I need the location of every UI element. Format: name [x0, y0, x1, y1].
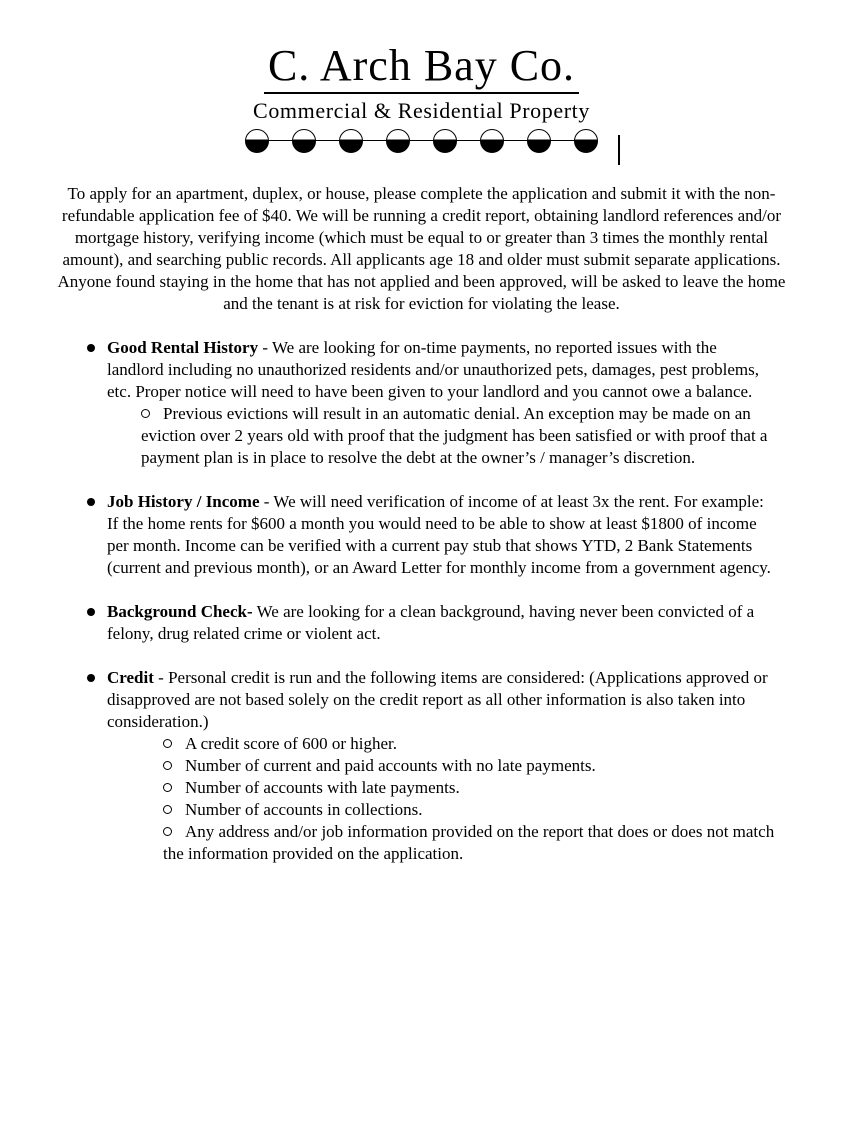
document-page	[0, 41, 843, 1124]
half-filled-bead-icon	[574, 129, 598, 153]
sub-requirements-list	[141, 403, 775, 469]
hollow-bullet-icon	[163, 739, 172, 748]
company-tagline: Commercial & Residential Property	[253, 98, 590, 123]
half-filled-bead-icon	[339, 129, 363, 153]
hollow-bullet-icon	[163, 805, 172, 814]
sub-requirement-text: Number of current and paid accounts with no late payments.	[185, 756, 596, 775]
requirement-text	[107, 337, 775, 469]
requirement-description: Personal credit is run and the following items are considered: (Applications approved or disapproved are not based solely on the credit report as all other information is also taken into consideration.)	[107, 668, 768, 731]
hollow-bullet-icon	[163, 827, 172, 836]
sub-requirement-item	[163, 799, 775, 821]
sub-requirement-text: Number of accounts with late payments.	[185, 778, 460, 797]
sub-requirements-list	[163, 733, 775, 865]
requirement-text	[107, 491, 775, 579]
logo-beads-row	[245, 129, 598, 153]
requirement-description: We are looking for on-time payments, no reported issues with the landlord including no unauthorized residents and/or unauthorized pets, damages, pest problems, etc. Proper notice will need to have been given to your landlord and you cannot owe a balance.	[107, 338, 759, 401]
bullet-icon	[87, 608, 95, 616]
requirement-item	[0, 337, 843, 469]
requirement-text	[107, 601, 775, 645]
requirement-separator: -	[153, 668, 169, 687]
hollow-bullet-icon	[163, 783, 172, 792]
sub-requirement-item	[163, 777, 775, 799]
half-filled-bead-icon	[386, 129, 410, 153]
intro-paragraph: To apply for an apartment, duplex, or house, please complete the application and submit it with the non-refundable application fee of $40. We will be running a credit report, obtaining landlord references and/or mortgage history, verifying income (which must be equal to or greater than 3 times the monthly rental amount), and searching public records. All applicants age 18 and older must submit separate applications. Anyone found staying in the home that has not applied and been approved, will be asked to leave the home and the tenant is at risk for eviction for violating the lease.	[57, 184, 786, 313]
hollow-bullet-icon	[163, 761, 172, 770]
bullet-icon	[87, 498, 95, 506]
bullet-icon	[87, 344, 95, 352]
sub-requirement-item	[141, 403, 775, 469]
requirements-list	[0, 337, 843, 865]
sub-requirement-text: A credit score of 600 or higher.	[185, 734, 397, 753]
sub-requirement-text: Number of accounts in collections.	[185, 800, 423, 819]
company-name: C. Arch Bay Co.	[264, 44, 579, 94]
hollow-bullet-icon	[141, 409, 150, 418]
sub-requirement-text: Any address and/or job information provided on the report that does or does not match the information provided on the application.	[163, 822, 775, 863]
half-filled-bead-icon	[527, 129, 551, 153]
requirement-title: Good Rental History	[107, 338, 259, 357]
half-filled-bead-icon	[292, 129, 316, 153]
sub-requirement-text: Previous evictions will result in an automatic denial. An exception may be made on an eviction over 2 years old with proof that the judgment has been satisfied or with proof that a payment plan is in place to resolve the debt at the owner’s / manager’s discretion.	[141, 404, 768, 467]
company-logo	[0, 41, 843, 153]
requirement-item	[0, 491, 843, 579]
requirement-separator: -	[258, 338, 272, 357]
requirement-item	[0, 667, 843, 865]
requirement-title: Credit	[107, 668, 154, 687]
requirement-title: Background Check-	[107, 602, 253, 621]
text-cursor	[618, 135, 621, 165]
requirement-separator: -	[259, 492, 274, 511]
requirement-description: We will need verification of income of at least 3x the rent. For example: If the home rents for $600 a month you would need to be able to show at least $1800 of income per month. Income can be verified with a current pay stub that shows YTD, 2 Bank Statements (current and previous month), or an Award Letter for monthly income from a government agency.	[107, 492, 771, 577]
half-filled-bead-icon	[480, 129, 504, 153]
half-filled-bead-icon	[245, 129, 269, 153]
requirement-text	[107, 667, 775, 865]
sub-requirement-item	[163, 755, 775, 777]
sub-requirement-item	[163, 821, 775, 865]
bullet-icon	[87, 674, 95, 682]
requirement-item	[0, 601, 843, 645]
sub-requirement-item	[163, 733, 775, 755]
half-filled-bead-icon	[433, 129, 457, 153]
requirement-description: We are looking for a clean background, having never been convicted of a felony, drug related crime or violent act.	[107, 602, 755, 643]
requirement-title: Job History / Income	[107, 492, 260, 511]
